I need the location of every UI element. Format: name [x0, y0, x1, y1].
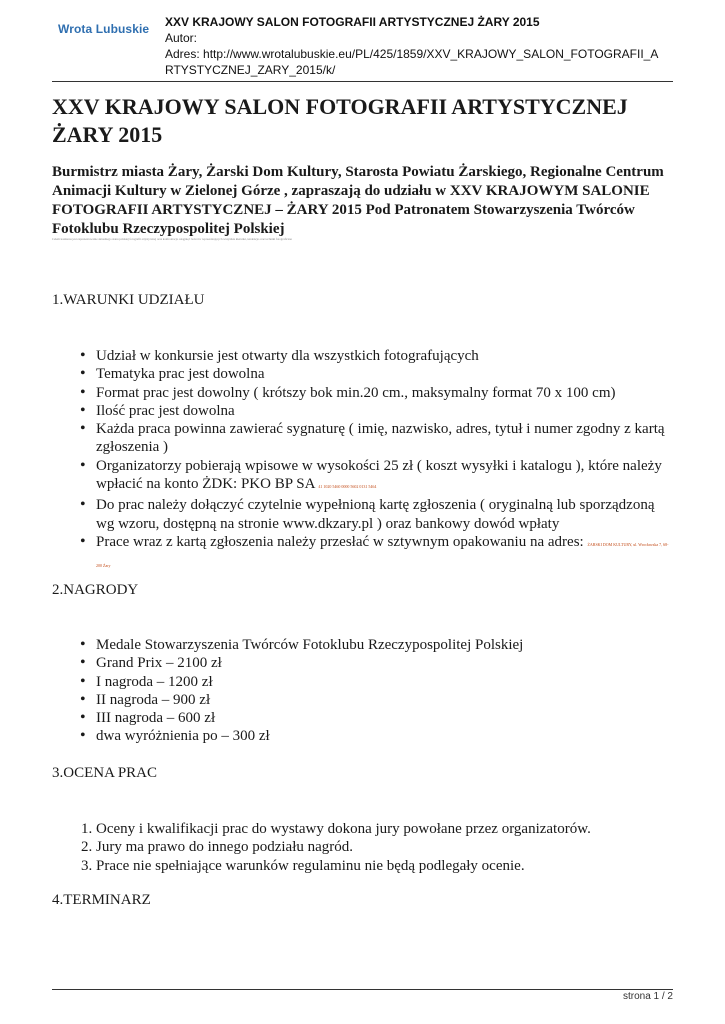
conditions-list — [96, 347, 671, 576]
list-item — [96, 691, 671, 709]
list-item-text: Grand Prix – 2100 zł — [96, 655, 222, 672]
section-heading-nagrody: 2.NAGRODY — [52, 582, 139, 598]
evaluation-list — [96, 820, 671, 875]
list-item — [96, 384, 671, 402]
list-item-text: I nagroda – 1200 zł — [96, 673, 213, 690]
list-item-text: dwa wyróżnienia po – 300 zł — [96, 728, 270, 745]
list-item-text: Jury ma prawo do innego podziału nagród. — [96, 839, 354, 856]
list-item-text: Prace wraz z kartą zgłoszenia należy przesłać w sztywnym opakowaniu na adres: — [96, 533, 584, 550]
page-title: XXV KRAJOWY SALON FOTOGRAFII ARTYSTYCZNEJ ŻARY 2015 — [52, 94, 628, 147]
list-item-text: Do prac należy dołączyć czytelnie wypełnioną kartę zgłoszenia ( oryginalną lub sporządzoną wg wzoru, dostępną na stronie www.dkzary.pl ) oraz bankowy dowód wpłaty — [96, 497, 655, 532]
list-item-text: Prace nie spełniające warunków regulaminu nie będą podlegały ocenie. — [96, 857, 525, 874]
list-item — [96, 727, 671, 745]
list-item-text: II nagroda – 900 zł — [96, 691, 211, 708]
section-heading-ocena: 3.OCENA PRAC — [52, 765, 158, 781]
list-item — [96, 838, 671, 856]
list-item-text: Ilość prac jest dowolna — [96, 402, 235, 419]
list-item — [96, 636, 671, 654]
section-heading-terminarz: 4.TERMINARZ — [52, 892, 151, 908]
awards-list — [96, 636, 671, 746]
bank-account-number: 41 1020 5460 0000 5602 0131 5464 — [318, 484, 377, 490]
intro-small-text: Celem konkursu jest zaprezentowanie aktualnego stanu polskiej fotografii artystycznej oraz konfrontacja osiągnięć twórców reprezentujących wszystkie kierunki, tendencje oraz techniki fotograficzne — [52, 237, 292, 241]
list-item — [96, 365, 671, 383]
page-number: strona 1 / 2 — [622, 991, 673, 1002]
mailing-address: ŻARSKI DOM KULTURY, ul. Wrocławska 7, 68-200 Żary — [96, 541, 669, 569]
list-item — [96, 347, 671, 365]
list-item-text: Format prac jest dowolny ( krótszy bok min.20 cm., maksymalny format 70 x 100 cm) — [96, 384, 616, 401]
list-item — [96, 402, 671, 420]
intro-paragraph: Burmistrz miasta Żary, Żarski Dom Kultury, Starosta Powiatu Żarskiego, Regionalne Centrum Animacji Kultury w Zielonej Górze , zapraszają do udziału w XXV KRAJOWYM SALONIE FOTOGRAFII ARTYSTYCZNEJ – ŻARY 2015 Pod Patronatem Stowarzyszenia Twórców Fotoklubu Rzeczypospolitej Polskiej — [52, 164, 664, 237]
list-item — [96, 820, 671, 838]
list-item-text: III nagroda – 600 zł — [96, 710, 216, 727]
list-item — [96, 654, 671, 672]
list-item-text: Medale Stowarzyszenia Twórców Fotoklubu Rzeczypospolitej Polskiej — [96, 637, 524, 653]
list-item — [96, 709, 671, 727]
list-item-text: Udział w konkursie jest otwarty dla wszystkich fotografujących — [96, 348, 479, 364]
list-item-text: Tematyka prac jest dowolna — [96, 366, 265, 383]
header-title: XXV KRAJOWY SALON FOTOGRAFII ARTYSTYCZNEJ ŻARY 2015 — [165, 15, 540, 29]
list-item — [96, 496, 671, 533]
list-item — [96, 673, 671, 691]
list-item-text: Organizatorzy pobierają wpisowe w wysokości 25 zł ( koszt wysyłki i katalogu ), które należy wpłacić na konto ŻDK: PKO BP SA — [96, 457, 662, 493]
wrota-lubuskie-logo: Wrota Lubuskie — [58, 22, 150, 36]
header-author: Autor: — [165, 31, 198, 45]
section-heading-warunki: 1.WARUNKI UDZIAŁU — [52, 292, 205, 308]
list-item — [96, 533, 671, 576]
list-item-text: Każda praca powinna zawierać sygnaturę ( imię, nazwisko, adres, tytuł i numer zgodny z kartą zgłoszenia ) — [96, 421, 665, 456]
list-item-text: Oceny i kwalifikacji prac do wystawy dokona jury powołane przez organizatorów. — [96, 821, 591, 837]
list-item — [96, 420, 671, 457]
footer-divider — [52, 989, 673, 990]
list-item — [96, 857, 671, 875]
header-divider — [52, 81, 673, 82]
header-address-line1: Adres: http://www.wrotalubuskie.eu/PL/425/1859/XXV_KRAJOWY_SALON_FOTOGRAFII_A — [165, 47, 659, 61]
list-item — [96, 457, 671, 497]
header-text — [165, 14, 673, 78]
header-address-line2: RTYSTYCZNEJ_ZARY_2015/k/ — [165, 63, 336, 77]
